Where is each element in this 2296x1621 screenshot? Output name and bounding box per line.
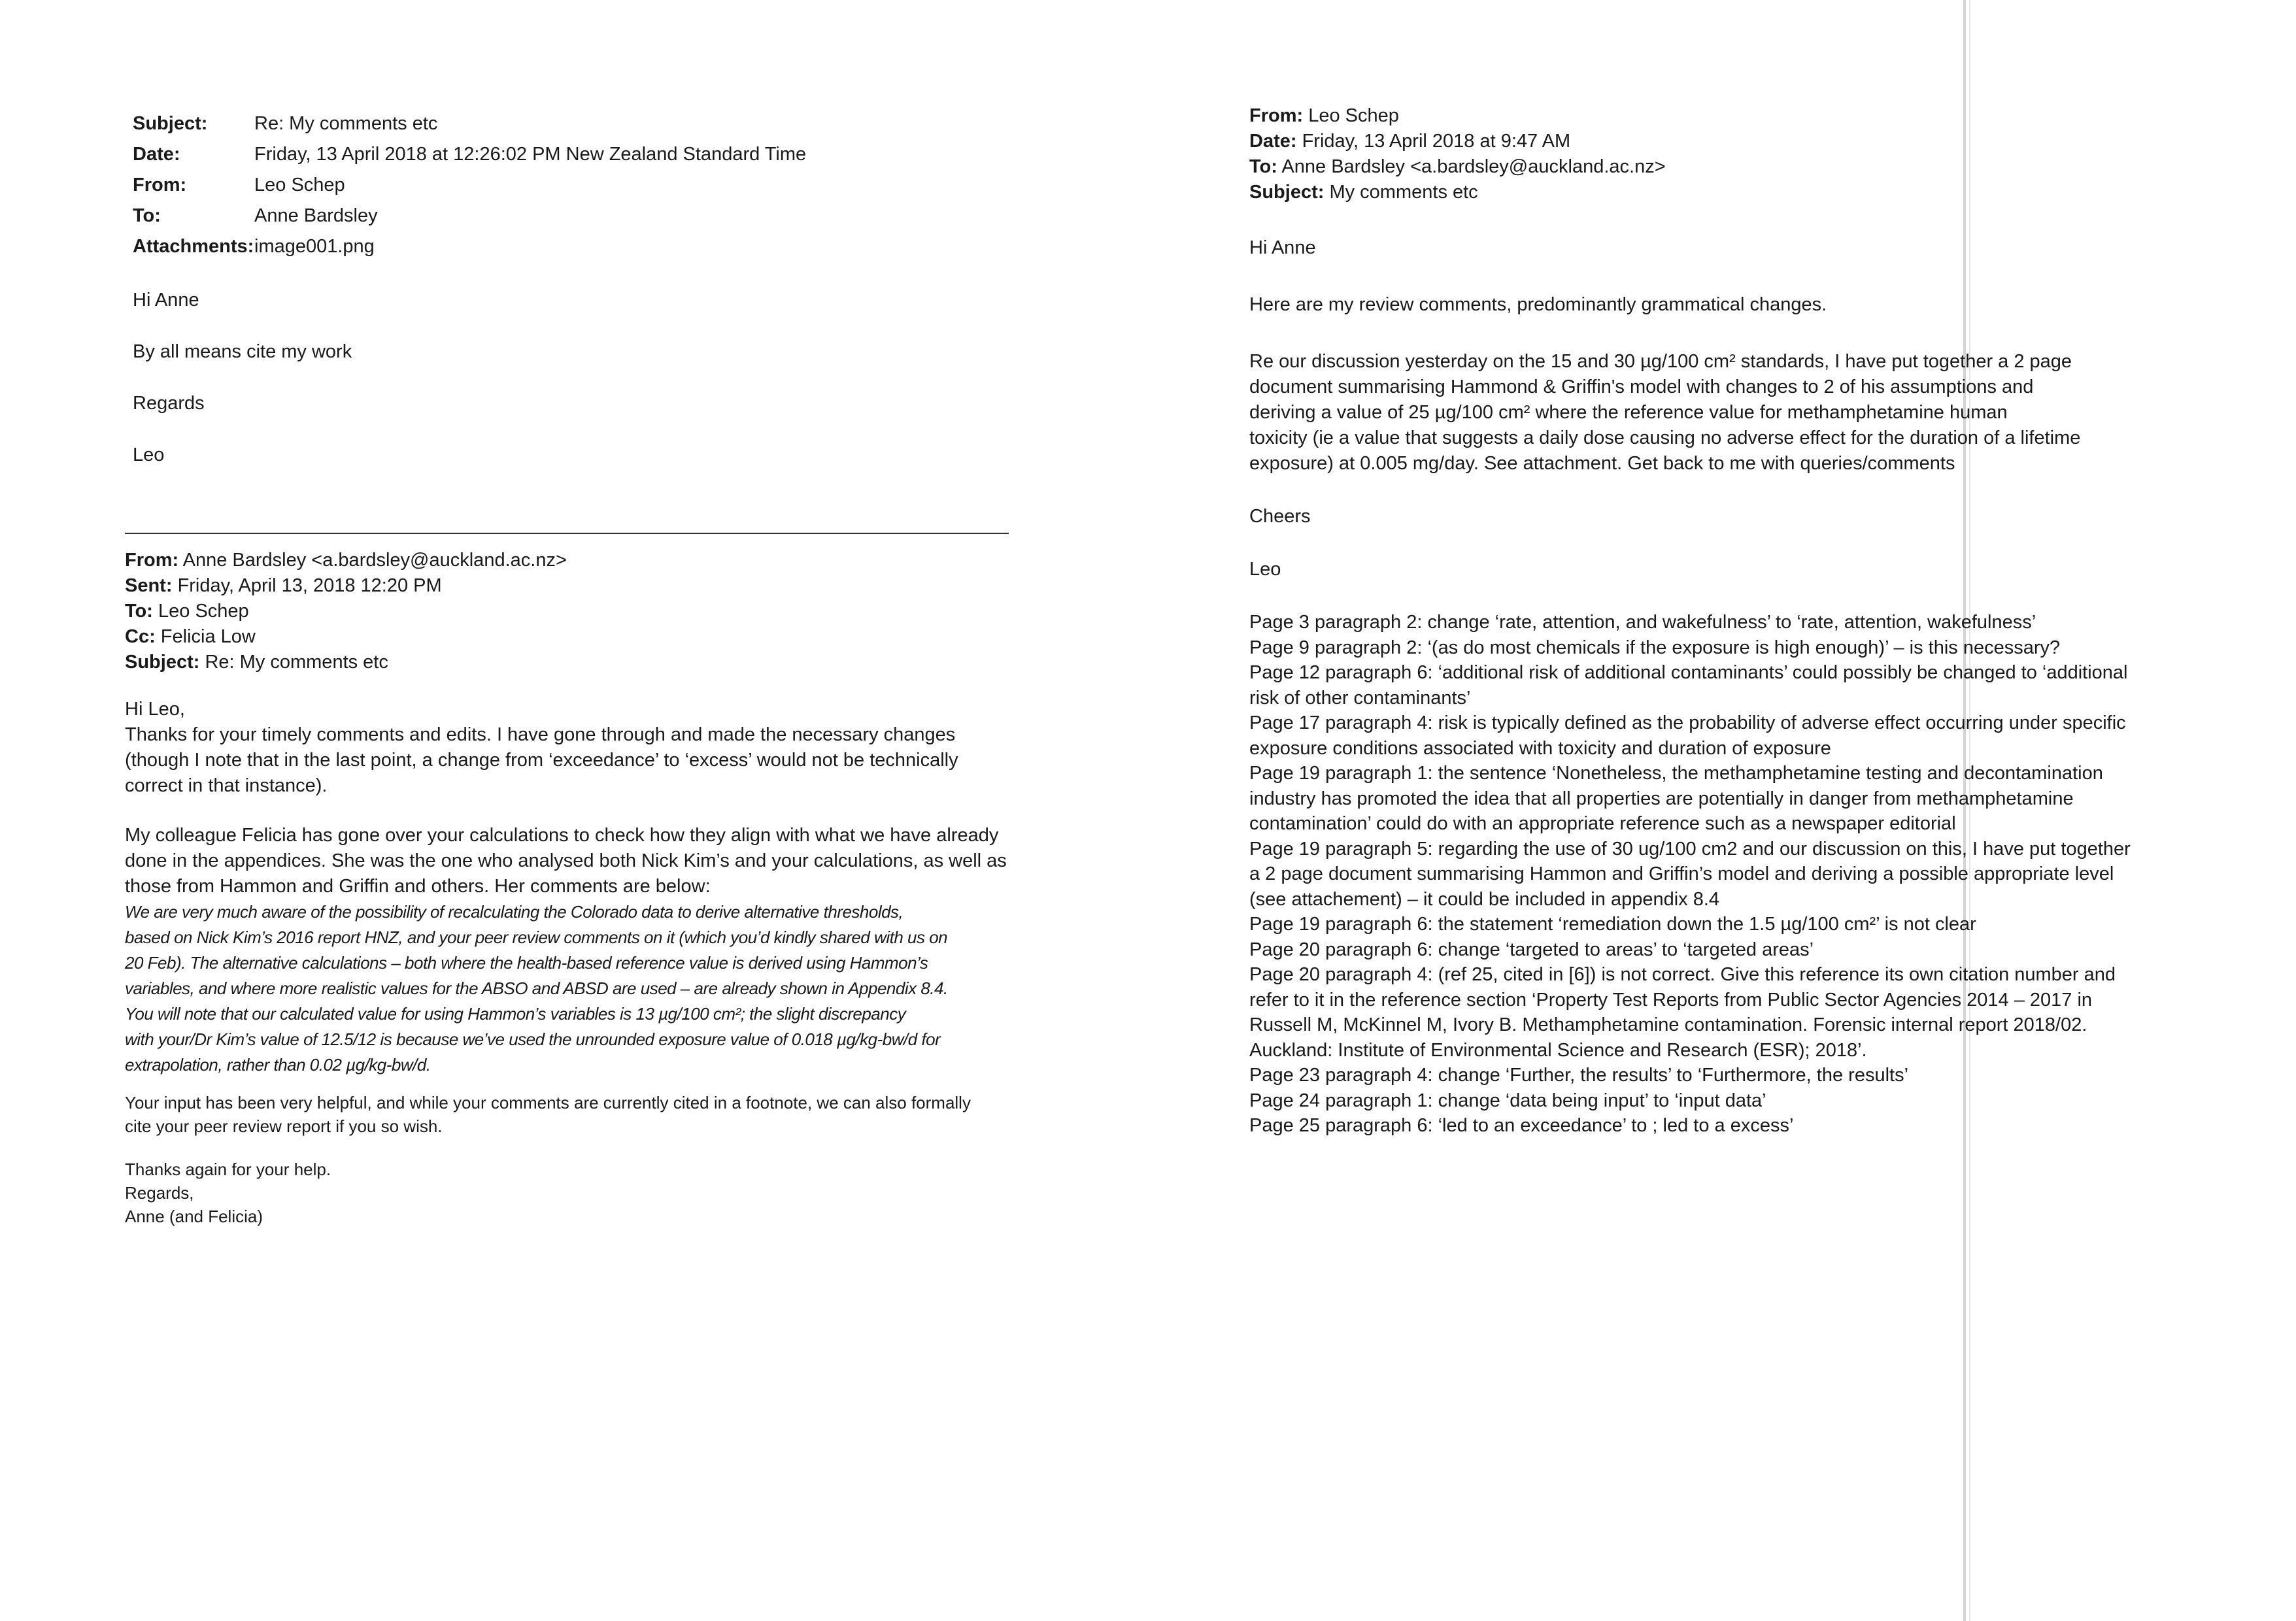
quoted-email-body [125,697,1007,1228]
body-line: Hi Anne [133,290,199,310]
paragraph-line: exposure) at 0.005 mg/day. See attachment. Get back to me with queries/comments [1249,453,1955,474]
header-value: Leo Schep [254,175,345,195]
header-label: To: [125,601,153,622]
intro-text: Here are my review comments, predominantly grammatical changes. [1249,294,1827,315]
paragraph-line: Thanks for your timely comments and edits. I have gone through and made the necessary changes [125,724,956,745]
header-label: To: [133,205,161,226]
review-comment-line: Russell M, McKinnel M, Ivory B. Methamphetamine contamination. Forensic internal report 2018/02. [1249,1014,2087,1035]
right-email-body [1249,235,2131,1139]
review-comment-line: Page 24 paragraph 1: change ‘data being input’ to ‘input data’ [1249,1090,1766,1111]
header-value: Re: My comments etc [254,113,438,134]
signature: Leo [1249,559,1281,580]
header-row [125,573,567,599]
paragraph-line: Re our discussion yesterday on the 15 and 30 µg/100 cm² standards, I have put together a 2 page [1249,351,2072,372]
header-value: Felicia Low [160,626,256,647]
quoted-email-header [125,548,567,675]
greeting: Hi Anne [1249,237,1316,258]
paragraph-line: those from Hammon and Griffin and others. Her comments are below: [125,876,711,897]
quoted-comment-line: based on Nick Kim’s 2016 report HNZ, and your peer review comments on it (which you’d kindly shared with us on [125,927,948,947]
header-value: image001.png [254,236,375,257]
paragraph-line: document summarising Hammond & Griffin's model with changes to 2 of his assumptions and [1249,376,2034,397]
header-label: Cc: [125,626,156,647]
header-row [1249,154,1666,180]
review-comment-line: Page 3 paragraph 2: change ‘rate, attention, and wakefulness’ to ‘rate, attention, wakefulness’ [1249,612,2036,633]
header-label: Attachments: [133,236,254,257]
header-value: My comments etc [1329,182,1478,203]
header-label: From: [133,175,187,195]
quoted-comment-line: extrapolation, rather than 0.02 µg/kg-bw/d. [125,1055,431,1075]
header-row [125,599,567,624]
quoted-comment-line: You will note that our calculated value for using Hammon’s variables is 13 µg/100 cm²; the slight discrepancy [125,1004,906,1024]
header-label: From: [1249,105,1304,126]
left-email-header [133,109,806,262]
paragraph-line: correct in that instance). [125,775,328,796]
header-value: Re: My comments etc [205,652,388,673]
header-label: Subject: [125,652,200,673]
cheers: Cheers [1249,506,1311,527]
review-comment-line: a 2 page document summarising Hammon and Griffin’s model and deriving a possible appropriate level [1249,863,2114,884]
header-row [1249,129,1666,154]
review-comment-line: industry has promoted the idea that all properties are potentially in danger from methamphetamine [1249,788,2074,809]
body-line: Leo [133,444,165,465]
quoted-comment-line: with your/Dr Kim’s value of 12.5/12 is because we’ve used the unrounded exposure value of 0.018 µg/kg-bw/d for [125,1029,941,1049]
quoted-comment-line: We are very much aware of the possibility of recalculating the Colorado data to derive alternative thresholds, [125,902,903,922]
review-comment-line: Page 17 paragraph 4: risk is typically defined as the probability of adverse effect occurring under specific [1249,712,2126,733]
header-label: Date: [1249,131,1297,152]
review-comment-line: Page 20 paragraph 4: (ref 25, cited in [6]) is not correct. Give this reference its own citation number and [1249,964,2116,985]
closing-line: Thanks again for your help. [125,1160,331,1179]
body-line: Regards [133,393,205,414]
quoted-comment-line: 20 Feb). The alternative calculations – both where the health-based reference value is derived using Hammon’s [125,953,928,973]
review-comment-line: Page 9 paragraph 2: ‘(as do most chemicals if the exposure is high enough)’ – is this necessary? [1249,637,2061,658]
review-comment-line: Auckland: Institute of Environmental Science and Research (ESR); 2018’. [1249,1039,1867,1061]
header-value: Anne Bardsley <a.bardsley@auckland.ac.nz> [182,550,567,571]
paragraph-line: toxicity (ie a value that suggests a daily dose causing no adverse effect for the duration of a lifetime [1249,427,2081,448]
body-line: By all means cite my work [133,341,352,362]
left-email-body [133,288,352,494]
greeting: Hi Leo, [125,699,185,720]
header-row [125,624,567,650]
header-label: From: [125,550,179,571]
header-row [133,139,806,170]
review-comment-line: contamination’ could do with an appropriate reference such as a newspaper editorial [1249,813,1956,834]
review-comment-line: exposure conditions associated with toxicity and duration of exposure [1249,737,1831,759]
header-row [133,231,806,262]
review-comment-line: Page 20 paragraph 6: change ‘targeted to areas’ to ‘targeted areas’ [1249,939,1814,960]
header-label: Date: [133,144,180,165]
paragraph-line: My colleague Felicia has gone over your calculations to check how they align with what we have already [125,825,999,846]
header-value: Friday, April 13, 2018 12:20 PM [177,575,442,596]
header-row [133,201,806,231]
review-comment-line: (see attachement) – it could be included in appendix 8.4 [1249,888,1720,910]
header-row [133,109,806,139]
review-comment-line: risk of other contaminants’ [1249,687,1471,709]
review-comment-line: Page 19 paragraph 5: regarding the use of 30 ug/100 cm2 and our discussion on this, I have put together [1249,838,2131,860]
review-comment-line: Page 19 paragraph 6: the statement ‘remediation down the 1.5 µg/100 cm²’ is not clear [1249,914,1976,935]
header-label: Sent: [125,575,173,596]
header-label: Subject: [1249,182,1325,203]
review-comment-line: Page 23 paragraph 4: change ‘Further, the results’ to ‘Furthermore, the results’ [1249,1065,1909,1086]
header-label: Subject: [133,113,208,134]
header-label: To: [1249,156,1277,177]
header-row [125,548,567,573]
header-row [1249,180,1666,205]
paragraph-line: cite your peer review report if you so wish. [125,1116,443,1136]
divider-rule [125,533,1009,534]
header-row [133,170,806,201]
header-value: Leo Schep [158,601,249,622]
header-row [1249,103,1666,129]
right-email-header [1249,103,1666,205]
header-value: Friday, 13 April 2018 at 9:47 AM [1302,131,1571,152]
paragraph-line: (though I note that in the last point, a change from ‘exceedance’ to ‘excess’ would not be technically [125,750,958,771]
review-comment-line: Page 19 paragraph 1: the sentence ‘Nonetheless, the methamphetamine testing and decontamination [1249,763,2103,784]
header-value: Leo Schep [1308,105,1399,126]
review-comment-line: refer to it in the reference section ‘Property Test Reports from Public Sector Agencies 2014 – 2017 in [1249,989,2093,1011]
paragraph-line: Your input has been very helpful, and while your comments are currently cited in a footnote, we can also formally [125,1093,971,1112]
paragraph-line: deriving a value of 25 µg/100 cm² where the reference value for methamphetamine human [1249,402,2008,423]
header-value: Anne Bardsley [254,205,378,226]
review-comment-line: Page 12 paragraph 6: ‘additional risk of additional contaminants’ could possibly be changed to ‘additional [1249,662,2128,683]
paragraph-line: done in the appendices. She was the one who analysed both Nick Kim’s and your calculations, as well as [125,850,1007,871]
header-value: Anne Bardsley <a.bardsley@auckland.ac.nz> [1281,156,1666,177]
header-value: Friday, 13 April 2018 at 12:26:02 PM New Zealand Standard Time [254,144,807,165]
closing-line: Anne (and Felicia) [125,1207,263,1226]
review-comment-line: Page 25 paragraph 6: ‘led to an exceedance’ to ; led to a excess’ [1249,1115,1794,1136]
closing-line: Regards, [125,1183,194,1203]
header-row [125,650,567,675]
quoted-comment-line: variables, and where more realistic values for the ABSO and ABSD are used – are already shown in Appendix 8.4. [125,978,948,998]
